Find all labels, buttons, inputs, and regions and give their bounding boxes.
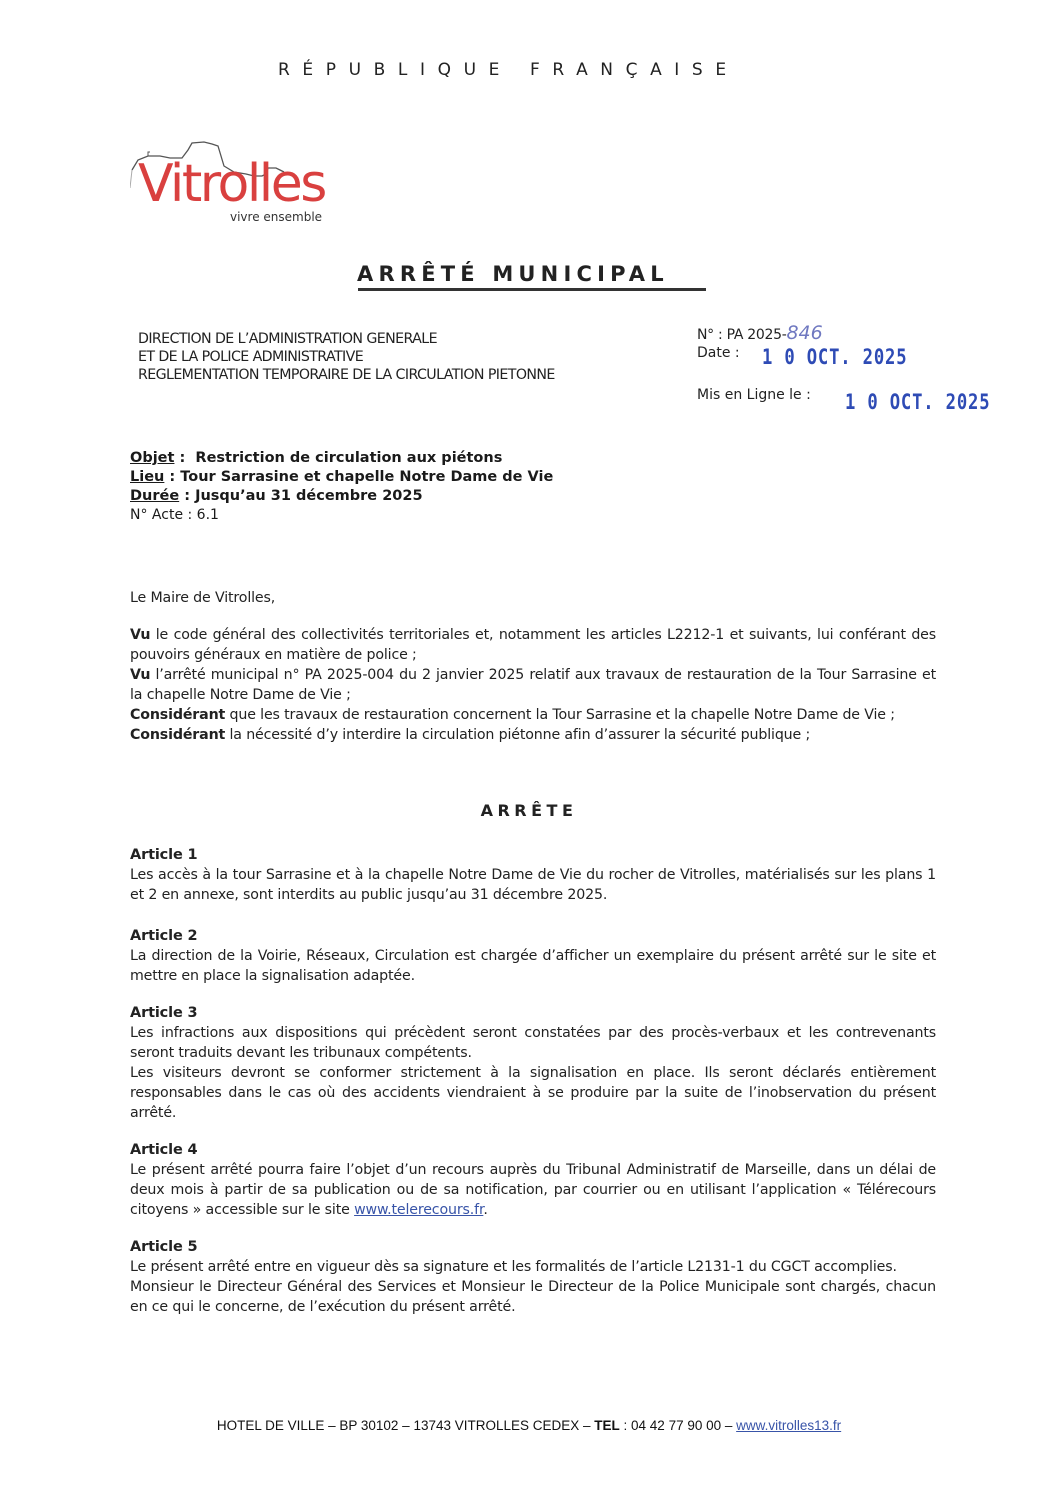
footer-tel-label: TEL (594, 1418, 620, 1433)
lieu-value: : Tour Sarrasine et chapelle Notre Dame de Vie (164, 469, 554, 485)
article-title: Article 4 (130, 1142, 198, 1158)
article-paragraph (130, 1160, 936, 1220)
lieu-label: Lieu (130, 469, 165, 485)
objet-label: Objet (130, 450, 175, 466)
article-2 (130, 927, 936, 986)
article-paragraph: Le présent arrêté entre en vigueur dès sa signature et les formalités de l’article L2131-1 du CGCT accomplies. (130, 1259, 897, 1275)
article-1 (130, 846, 936, 905)
act-number-label: N° : PA 2025- (697, 327, 787, 343)
footer-phone: : 04 42 77 90 00 – (619, 1418, 737, 1433)
acte-row: N° Acte : 6.1 (130, 507, 219, 523)
online-row (697, 387, 811, 403)
duree-row (130, 487, 553, 506)
duree-value: : Jusqu’au 31 décembre 2025 (179, 488, 423, 504)
logo-name: Vitrolles (138, 154, 325, 214)
date-label: Date : (697, 345, 740, 361)
objet-row (130, 449, 553, 468)
article-4-text: Le présent arrêté pourra faire l’objet d’un recours auprès du Tribunal Administratif de Marseille, dans un délai de deux mois à partir de sa publication ou de sa notification, par courrier ou en utilisant l’application « Télérecours citoyens » accessible sur le site (130, 1162, 936, 1218)
arrete-heading: ARRÊTE (480, 801, 578, 820)
objet-value: Restriction de circulation aux piétons (195, 450, 503, 466)
title-underline (358, 288, 706, 291)
article-5 (130, 1238, 936, 1317)
telerecours-link[interactable]: www.telerecours.fr (354, 1202, 484, 1218)
act-number-handwritten: 846 (786, 322, 823, 344)
article-title: Article 2 (130, 928, 198, 944)
date-stamp: 1 0 OCT. 2025 (762, 345, 908, 369)
article-title: Article 3 (130, 1005, 198, 1021)
department-line-1: DIRECTION DE L’ADMINISTRATION GENERALE (138, 331, 437, 347)
page-title: ARRÊTÉ MUNICIPAL (357, 262, 669, 286)
article-paragraph: Les infractions aux dispositions qui précèdent seront constatées par des procès-verbaux et les contrevenants seront traduits devant les tribunaux compétents. (130, 1025, 936, 1061)
logo-tagline: vivre ensemble (230, 210, 323, 224)
article-4 (130, 1141, 936, 1220)
preamble-block (130, 625, 936, 745)
vitrolles-logo (130, 128, 390, 228)
article-title: Article 5 (130, 1239, 198, 1255)
footer (0, 1418, 1058, 1433)
vu-text-1: le code général des collectivités territoriales et, notamment les articles L2212-1 et suivants, lui conférant des pouvoirs généraux en matière de police ; (130, 627, 936, 663)
online-label: Mis en Ligne le : (697, 387, 811, 403)
meta-block (697, 322, 823, 344)
department-line-2: ET DE LA POLICE ADMINISTRATIVE (138, 349, 364, 365)
vu-keyword-1: Vu (130, 627, 151, 643)
date-row (697, 345, 740, 361)
vu-paragraph-1 (130, 625, 936, 665)
article-paragraph: La direction de la Voirie, Réseaux, Circulation est chargée d’afficher un exemplaire du présent arrêté sur le site et mettre en place la signalisation adaptée. (130, 948, 936, 984)
summary-block (130, 449, 553, 525)
considerant-keyword-2: Considérant (130, 727, 226, 743)
article-3 (130, 1004, 936, 1123)
footer-address: HOTEL DE VILLE – BP 30102 – 13743 VITROLLES CEDEX – (216, 1418, 595, 1433)
considerant-paragraph-2 (130, 725, 936, 745)
article-paragraph: Les accès à la tour Sarrasine et à la chapelle Notre Dame de Vie du rocher de Vitrolles, matérialisés sur les plans 1 et 2 en annexe, sont interdits au public jusqu’au 31 décembre 2025. (130, 867, 936, 903)
article-title: Article 1 (130, 847, 198, 863)
lieu-row (130, 468, 553, 487)
considerant-text-2: la nécessité d’y interdire la circulation piétonne afin d’assurer la sécurité publique ; (225, 727, 811, 743)
maire-line: Le Maire de Vitrolles, (130, 590, 276, 606)
online-stamp: 1 0 OCT. 2025 (845, 390, 991, 414)
republique-francaise-heading: RÉPUBLIQUE FRANÇAISE (278, 60, 739, 80)
department-line-3: REGLEMENTATION TEMPORAIRE DE LA CIRCULATION PIETONNE (138, 367, 555, 383)
article-paragraph: Monsieur le Directeur Général des Services et Monsieur le Directeur de la Police Municipale sont chargés, chacun en ce qui le concerne, de l’exécution du présent arrêté. (130, 1279, 936, 1315)
vu-text-2: l’arrêté municipal n° PA 2025-004 du 2 janvier 2025 relatif aux travaux de restauration de la Tour Sarrasine et la chapelle Notre Dame de Vie ; (130, 667, 936, 703)
considerant-text-1: que les travaux de restauration concernent la Tour Sarrasine et la chapelle Notre Dame de Vie ; (225, 707, 895, 723)
vu-paragraph-2 (130, 665, 936, 705)
duree-label: Durée (130, 488, 180, 504)
act-number (697, 322, 823, 344)
considerant-paragraph-1 (130, 705, 936, 725)
footer-website-link[interactable]: www.vitrolles13.fr (736, 1418, 842, 1433)
objet-sep: : (174, 450, 196, 466)
considerant-keyword-1: Considérant (130, 707, 226, 723)
article-paragraph: Les visiteurs devront se conformer strictement à la signalisation en place. Ils seront déclarés entièrement responsables dans le cas où des accidents viendraient à se produire par la suite de l’inobservation du présent arrêté. (130, 1065, 936, 1121)
department-block (138, 330, 555, 384)
vu-keyword-2: Vu (130, 667, 151, 683)
article-4-period: . (483, 1202, 488, 1218)
